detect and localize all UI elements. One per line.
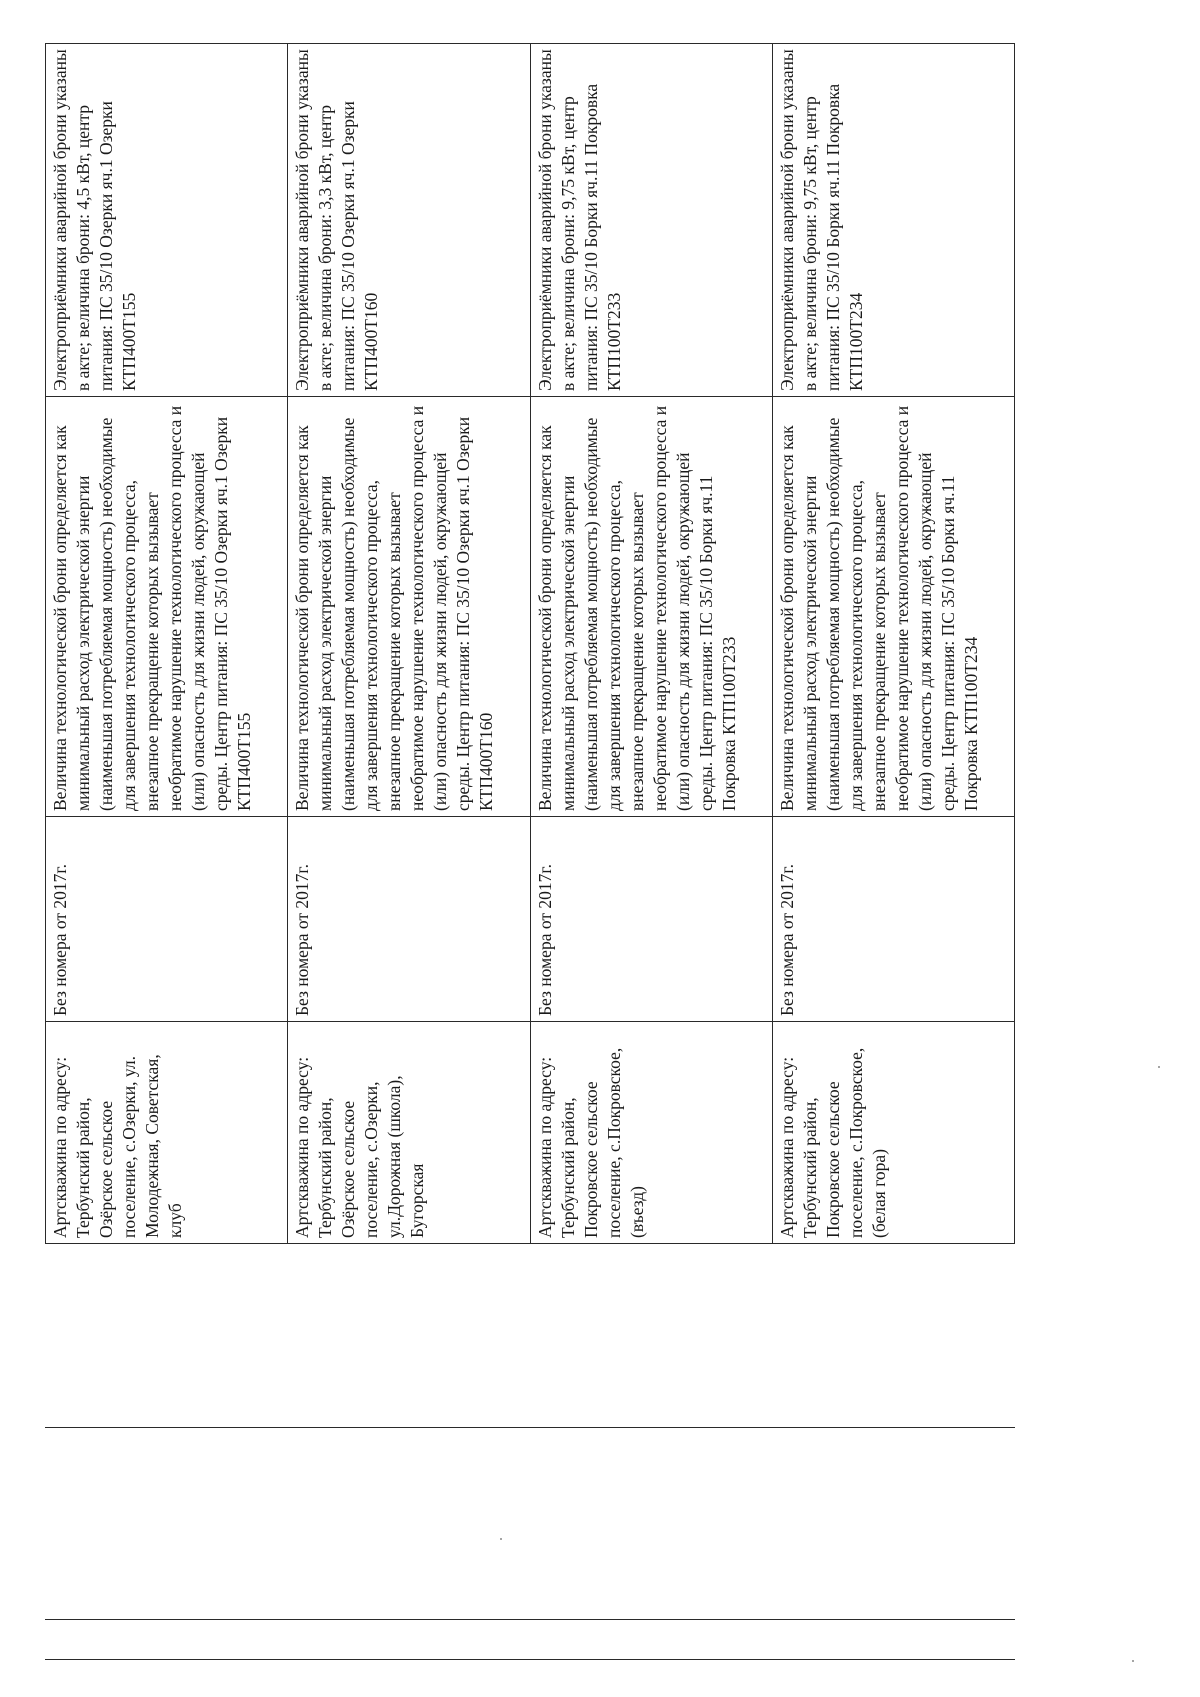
cell-emergency-reserve: Электроприёмники аварийной брони указаны в акте; величина брони: 9,75 кВт, центр питания: ПС 35/10 Борки яч.11 Покровка КТП100Т233 — [530, 44, 772, 397]
cell-act: Без номера от 2017г. — [772, 817, 1014, 1022]
cell-act: Без номера от 2017г. — [530, 817, 772, 1022]
table-row — [530, 44, 772, 1244]
cell-emergency-reserve: Электроприёмники аварийной брони указаны в акте; величина брони: 9,75 кВт, центр питания: ПС 35/10 Борки яч.11 Покровка КТП100Т234 — [772, 44, 1014, 397]
cell-object: Артскважина по адресу: Тербунский район, Озёрское сельское поселение, с.Озерки, ул.Дорожная (школа), Бугорская — [288, 1022, 530, 1244]
rotated-table-container — [45, 44, 1015, 1244]
scan-speck — [1132, 1660, 1134, 1662]
cell-tech-reserve: Величина технологической брони определяется как минимальный расход электрической энергии (наименьшая потребляемая мощность) необходимые для завершения технологического процесса, внезапное прекращение которых вызывает необратимое нарушение технологического процесса и (или) опасность для жизни людей, окружающей среды. Центр питания: ПС 35/10 Борки яч.11 Покровка КТП100Т234 — [772, 397, 1014, 817]
cell-object: Артскважина по адресу: Тербунский район, Покровское сельское поселение, с.Покровское, (въезд) — [530, 1022, 772, 1244]
table-row — [772, 44, 1014, 1244]
cell-emergency-reserve: Электроприёмники аварийной брони указаны в акте; величина брони: 4,5 кВт, центр питания: ПС 35/10 Озерки яч.1 Озерки КТП400Т155 — [46, 44, 288, 397]
cell-act: Без номера от 2017г. — [288, 817, 530, 1022]
table-row — [288, 44, 530, 1244]
cell-object: Артскважина по адресу: Тербунский район, Покровское сельское поселение, с.Покровское, (белая гора) — [772, 1022, 1014, 1244]
cell-tech-reserve: Величина технологической брони определяется как минимальный расход электрической энергии (наименьшая потребляемая мощность) необходимые для завершения технологического процесса, внезапное прекращение которых вызывает необратимое нарушение технологического процесса и (или) опасность для жизни людей, окружающей среды. Центр питания: ПС 35/10 Озерки яч.1 Озерки КТП400Т155 — [46, 397, 288, 817]
reserve-table — [45, 43, 1015, 1244]
scan-speck — [1158, 1066, 1160, 1068]
horizontal-rule — [45, 1619, 1015, 1620]
cell-act: Без номера от 2017г. — [46, 817, 288, 1022]
cell-tech-reserve: Величина технологической брони определяется как минимальный расход электрической энергии (наименьшая потребляемая мощность) необходимые для завершения технологического процесса, внезапное прекращение которых вызывает необратимое нарушение технологического процесса и (или) опасность для жизни людей, окружающей среды. Центр питания: ПС 35/10 Озерки яч.1 Озерки КТП400Т160 — [288, 397, 530, 817]
cell-emergency-reserve: Электроприёмники аварийной брони указаны в акте; величина брони: 3,3 кВт, центр питания: ПС 35/10 Озерки яч.1 Озерки КТП400Т160 — [288, 44, 530, 397]
cell-object: Артскважина по адресу: Тербунский район, Озёрское сельское поселение, с.Озерки, ул. Молодежная, Советская, клуб — [46, 1022, 288, 1244]
horizontal-rule — [45, 1659, 1015, 1660]
cell-tech-reserve: Величина технологической брони определяется как минимальный расход электрической энергии (наименьшая потребляемая мощность) необходимые для завершения технологического процесса, внезапное прекращение которых вызывает необратимое нарушение технологического процесса и (или) опасность для жизни людей, окружающей среды. Центр питания: ПС 35/10 Борки яч.11 Покровка КТП100Т233 — [530, 397, 772, 817]
horizontal-rule — [45, 1427, 1015, 1428]
table-row — [46, 44, 288, 1244]
scan-speck — [500, 1538, 502, 1540]
